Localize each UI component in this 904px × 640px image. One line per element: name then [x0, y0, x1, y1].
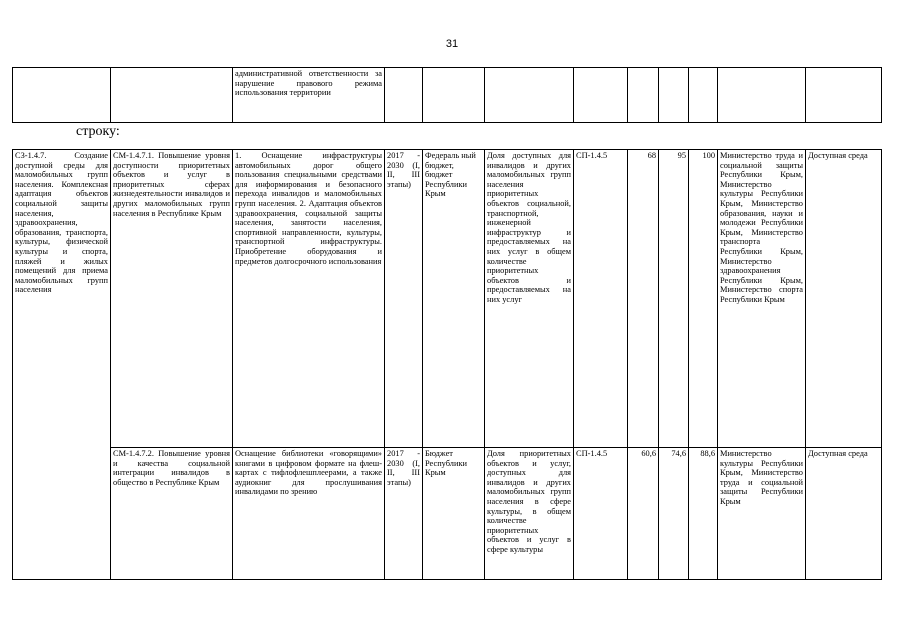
insert-label: строку:: [76, 124, 120, 139]
cell-period: 2017 - 2030 (I, II, III этапы): [385, 150, 423, 448]
page-number: 31: [445, 38, 459, 50]
cell-code: СП-1.4.5: [574, 448, 628, 580]
cell-empty: [689, 68, 718, 123]
cell-value-3: 100: [689, 150, 718, 448]
cell-program: Доступная среда: [806, 150, 882, 448]
cell-event: СМ-1.4.7.1. Повышение уровня доступности приоритетных объектов и услуг в приоритетных сферах жизнедеятельности инвалидов и других маломобильных групп населения в Республике Крым: [111, 150, 233, 448]
cell-program: Доступная среда: [806, 448, 882, 580]
cell-empty: [385, 68, 423, 123]
cell-task: СЗ-1.4.7. Создание доступной среды для маломобильных групп населения. Комплексная адаптация объектов социальной защиты населения, здравоохранения, образования, транспорта, культуры, физической культуры и спорта, пляжей и жилых помещений для приема маломобильных групп населения: [13, 150, 111, 580]
cell-empty: [806, 68, 882, 123]
cell-empty: [628, 68, 659, 123]
cell-empty: [13, 68, 111, 123]
cell-value-2: 95: [659, 150, 689, 448]
cell-empty: [485, 68, 574, 123]
cell-value-1: 60,6: [628, 448, 659, 580]
table-row: [13, 150, 882, 448]
cell-empty: [659, 68, 689, 123]
cell-executors: Министерство культуры Республики Крым, Министерство труда и социальной защиты Республики Крым: [718, 448, 806, 580]
cell-measures: Оснащение библиотеки «говорящими» книгами в цифровом формате на флеш-картах с тифлофлешплеерами, а также аудиокниг для прослушивания инвалидами по зрению: [233, 448, 385, 580]
cell-empty: [423, 68, 485, 123]
cell-empty: [718, 68, 806, 123]
cell-indicator: Доля приоритетных объектов и услуг, доступных для инвалидов и других маломобильных групп населения в сфере культуры, в общем количестве приоритетных объектов и услуг в сфере культуры: [485, 448, 574, 580]
cell-indicator: Доля доступных для инвалидов и других маломобильных групп населения приоритетных объектов социальной, транспортной, инженерной инфраструктур и предоставляемых на них услуг в общем количестве приоритетных объектов и предоставляемых на них услуг: [485, 150, 574, 448]
cell-empty: [111, 68, 233, 123]
cell-value-3: 88,6: [689, 448, 718, 580]
cell-measure-text: административной ответственности за нарушение правового режима использования территории: [233, 68, 385, 123]
cell-value-1: 68: [628, 150, 659, 448]
program-table: [12, 149, 882, 580]
cell-event: СМ-1.4.7.2. Повышение уровня и качества социальной интеграции инвалидов в общество в Республике Крым: [111, 448, 233, 580]
cell-empty: [574, 68, 628, 123]
cell-funding: Федераль ный бюджет, бюджет Республики Крым: [423, 150, 485, 448]
cell-value-2: 74,6: [659, 448, 689, 580]
cell-funding: Бюджет Республики Крым: [423, 448, 485, 580]
table-row: [13, 448, 882, 580]
continued-table-row: [12, 67, 882, 123]
cell-executors: Министерство труда и социальной защиты Республики Крым, Министерство культуры Республики Крым, Министерство образования, науки и молодежи Республики Крым, Министерство транспорта Республики Крым, Министерство здравоохранения Республики Крым, Министерство спорта Республики Крым: [718, 150, 806, 448]
cell-code: СП-1.4.5: [574, 150, 628, 448]
cell-measures: 1. Оснащение инфраструктуры автомобильных дорог общего пользования специальными средствами для информирования и безопасного перехода инвалидов и маломобильных групп населения. 2. Адаптация объектов здравоохранения, социальной защиты населения, занятости населения, спортивной направленности, культуры, транспортной инфраструктуры. Приобретение оборудования и предметов долгосрочного использования: [233, 150, 385, 448]
cell-period: 2017 - 2030 (I, II, III этапы): [385, 448, 423, 580]
